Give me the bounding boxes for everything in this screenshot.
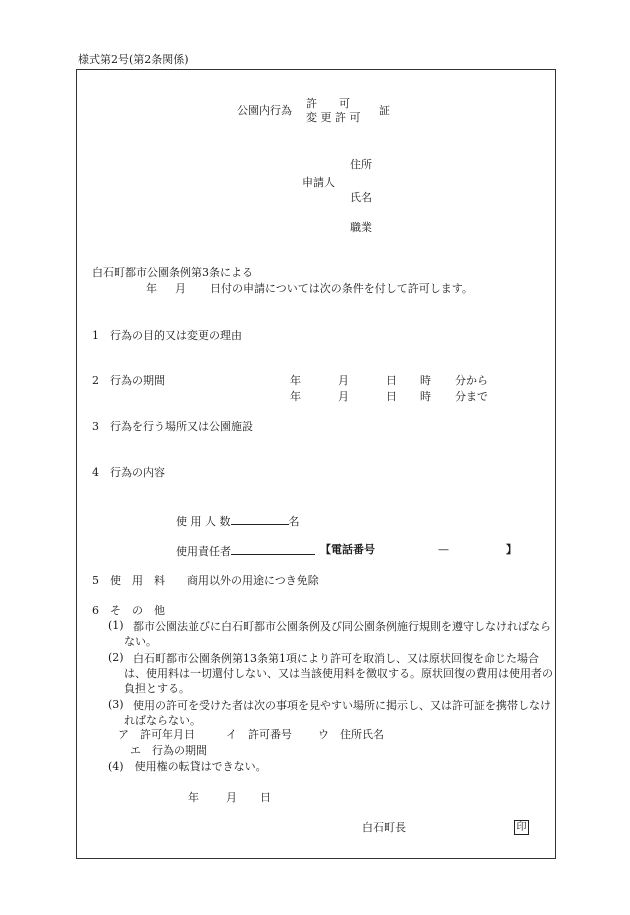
manager-label: 使用責任者 [176,545,231,558]
to-hour: 時 [420,390,431,403]
manager-blank [231,543,315,555]
to-month: 月 [338,390,349,403]
item-content: 4 行為の内容 [92,466,165,479]
condition-4: (4) 使用権の転貸はできない。 [108,760,267,773]
intro-month: 月 [175,282,186,295]
from-month: 月 [338,374,349,387]
users-unit: 名 [288,515,300,528]
item-purpose: 1 行為の目的又は変更の理由 [92,329,242,342]
item-place: 3 行為を行う場所又は公園施設 [92,420,253,433]
display-item-u: ウ 住所氏名 [318,728,384,741]
from-tail: 分から [455,374,488,387]
title-suffix: 証 [379,104,390,117]
from-year: 年 [290,374,301,387]
title-line-change-permit: 変 更 許 可 [306,111,361,124]
condition-2-num: (2) [108,651,124,664]
phone-close: 】 [506,543,517,556]
to-day: 日 [386,390,397,403]
form-number: 様式第2号(第2条関係) [78,53,189,66]
from-hour: 時 [420,374,431,387]
to-year: 年 [290,390,301,403]
manager-row [176,543,315,558]
from-day: 日 [386,374,397,387]
intro-line-2: 日付の申請については次の条件を付して許可します。 [210,282,473,295]
address-label: 住所 [350,158,372,171]
condition-3-num: (3) [108,698,124,711]
condition-3-text: 使用の許可を受けた者は次の事項を見やすい場所に掲示し、又は許可証を携帯しなければならない。 [124,699,551,727]
title-prefix: 公園内行為 [237,104,292,117]
seal-mark: 印 [514,820,529,835]
item-fee: 5 使 用 料 商用以外の用途につき免除 [92,574,319,587]
users-label: 使 用 人 数 [176,515,231,528]
item-other: 6 そ の 他 [92,604,165,617]
phone-open: 【電話番号 [320,543,375,556]
occupation-label: 職業 [350,221,372,234]
title-line-permit: 許 可 [306,97,350,110]
issue-month: 月 [226,791,237,804]
applicant-label: 申請人 [302,176,335,189]
issue-year: 年 [188,791,199,804]
name-label: 氏名 [350,191,372,204]
condition-1-num: (1) [108,619,124,632]
users-blank [231,513,289,525]
issuer-title: 白石町長 [362,821,406,834]
phone-dash: — [438,543,449,556]
issue-day: 日 [260,791,271,804]
item-period: 2 行為の期間 [92,374,165,387]
intro-year: 年 [146,282,157,295]
display-item-a: ア 許可年月日 [118,728,195,741]
intro-line-1: 白石町都市公園条例第3条による [92,266,253,279]
display-item-i: イ 許可番号 [226,728,292,741]
display-item-e: エ 行為の期間 [130,744,207,757]
condition-2-text: 白石町都市公園条例第13条第1項により許可を取消し、又は原状回復を命じた場合は、使用料は一切還付しない、又は当該使用料を徴収する。原状回復の費用は使用者の負担とする。 [124,652,553,695]
users-row [176,513,300,528]
condition-1-text: 都市公園法並びに白石町都市公園条例及び同公園条例施行規則を遵守しなければならない。 [124,620,551,648]
to-tail: 分まで [455,390,488,403]
